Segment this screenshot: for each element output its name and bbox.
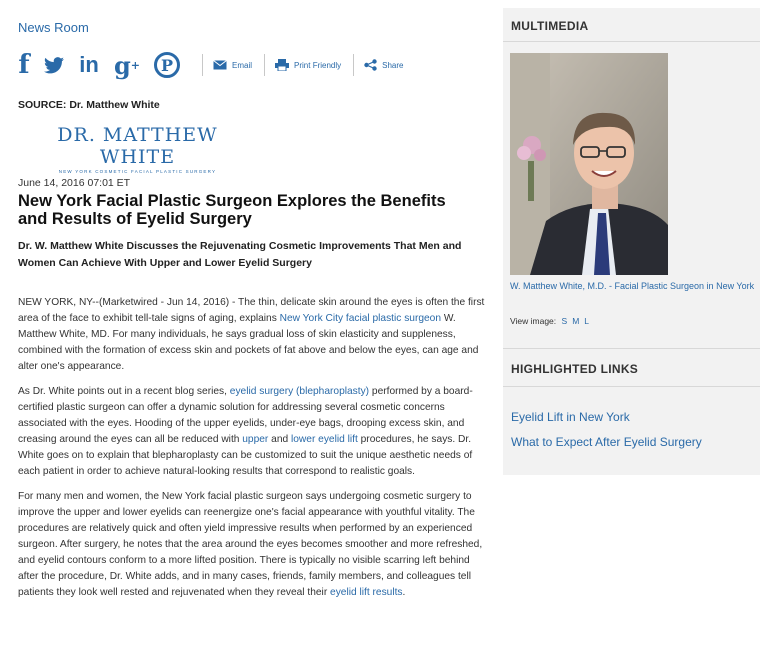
nyc-facial-plastic-surgeon-link[interactable]: New York City facial plastic surgeon: [279, 313, 442, 324]
logo-main-text: DR. MATTHEW WHITE: [57, 124, 218, 168]
share-button[interactable]: [364, 59, 403, 71]
surgeon-photo[interactable]: [510, 53, 668, 275]
article-title: New York Facial Plastic Surgeon Explores the Benefits and Results of Eyelid Surgery: [18, 192, 446, 228]
text: and: [268, 434, 291, 445]
text: For many men and women, the New York facial plastic surgeon says undergoing cosmetic surgery to improve the upper and lower eyelids can reenergize one's facial appearance with youthful vitality. The procedures are relatively quick and often yield impressive results when performed by an experienced surgeon. After surgery, he notes that the area around the eyes becomes smoother and more refreshed, and eyelid contours conform to a more lifted position. There is typically no visible scarring left behind after the procedure, Dr. White adds, and in many cases, friends, family members, and colleagues tell patients they look well rested and rejuvenated when they reveal their: [18, 491, 483, 598]
article-subtitle: Dr. W. Matthew White Discusses the Rejuvenating Cosmetic Improvements That Men and Women Can Achieve With Upper and Lower Eyelid Surgery: [18, 240, 462, 269]
facebook-icon[interactable]: f: [18, 50, 30, 80]
share-bar: [18, 50, 438, 80]
text: NEW YORK, NY--(Marketwired - Jun 14, 2016) - The thin, delicate skin around the eyes is often the first area of the face to exhibit tell-tale signs of aging, explains: [18, 297, 485, 324]
share-icon: [364, 59, 377, 71]
divider: [264, 54, 265, 76]
envelope-icon: [213, 60, 227, 70]
logo-sub-text: NEW YORK COSMETIC FACIAL PLASTIC SURGERY: [58, 169, 217, 174]
view-image-label: View image:: [510, 316, 557, 326]
email-label: Email: [232, 60, 253, 70]
company-logo: [30, 124, 245, 174]
divider: [353, 54, 354, 76]
text: .: [402, 587, 406, 598]
share-label: Share: [382, 60, 404, 70]
print-label: Print Friendly: [294, 60, 342, 70]
twitter-icon[interactable]: [44, 57, 64, 74]
multimedia-heading: MULTIMEDIA: [511, 19, 589, 33]
text: procedures, he says. Dr. White goes on to explain that blepharoplasty can be customized to suit the unique aesthetic needs of each patient in order to achieve natural-looking results that correspond to realistic goals.: [18, 434, 473, 477]
upper-eyelid-link[interactable]: upper: [242, 434, 269, 445]
size-m-link[interactable]: M: [572, 316, 582, 326]
linkedin-icon[interactable]: in: [79, 52, 99, 77]
size-s-link[interactable]: S: [561, 316, 570, 326]
divider: [503, 348, 760, 349]
highlighted-link-eyelid-lift[interactable]: Eyelid Lift in New York: [511, 410, 630, 424]
article-body: [18, 295, 488, 610]
divider: [202, 54, 203, 76]
lower-eyelid-lift-link[interactable]: lower eyelid lift: [291, 434, 358, 445]
photo-caption[interactable]: W. Matthew White, M.D. - Facial Plastic Surgeon in New York: [510, 281, 755, 291]
print-button[interactable]: [275, 59, 341, 71]
email-button[interactable]: [213, 60, 252, 70]
source-line: SOURCE: Dr. Matthew White: [18, 99, 160, 111]
view-image: [510, 316, 591, 326]
google-plus-icon[interactable]: g +: [114, 50, 140, 80]
article-date: June 14, 2016 07:01 ET: [18, 177, 131, 189]
highlighted-links-heading: HIGHLIGHTED LINKS: [511, 362, 639, 376]
eyelid-lift-results-link[interactable]: eyelid lift results: [330, 587, 403, 598]
divider: [503, 41, 760, 42]
pinterest-icon[interactable]: P: [154, 52, 180, 78]
eyelid-surgery-link[interactable]: eyelid surgery (blepharoplasty): [229, 386, 370, 397]
paragraph-1: [18, 295, 488, 375]
highlighted-link-after-surgery[interactable]: What to Expect After Eyelid Surgery: [511, 435, 702, 449]
text: performed by a board-certified plastic surgeon can offer a dynamic solution for addressing several cosmetic concerns associated with the eyes. Hooding of the upper eyelids, under-eye bags, drooping excess skin, and creasing around the eyes can all be reduced with: [18, 386, 473, 445]
size-l-link[interactable]: L: [584, 316, 592, 326]
printer-icon: [275, 59, 289, 71]
divider: [503, 386, 760, 387]
paragraph-3: [18, 489, 488, 601]
paragraph-2: [18, 384, 488, 480]
text: W. Matthew White, MD. For many individuals, he says gradual loss of skin elasticity and suppleness, combined with the formation of excess skin and pockets of fat above and below the eyes, can age and alter one's appearance.: [18, 313, 479, 372]
sidebar: [503, 8, 760, 475]
newsroom-link[interactable]: News Room: [18, 20, 89, 35]
text: As Dr. White points out in a recent blog series,: [18, 386, 230, 397]
